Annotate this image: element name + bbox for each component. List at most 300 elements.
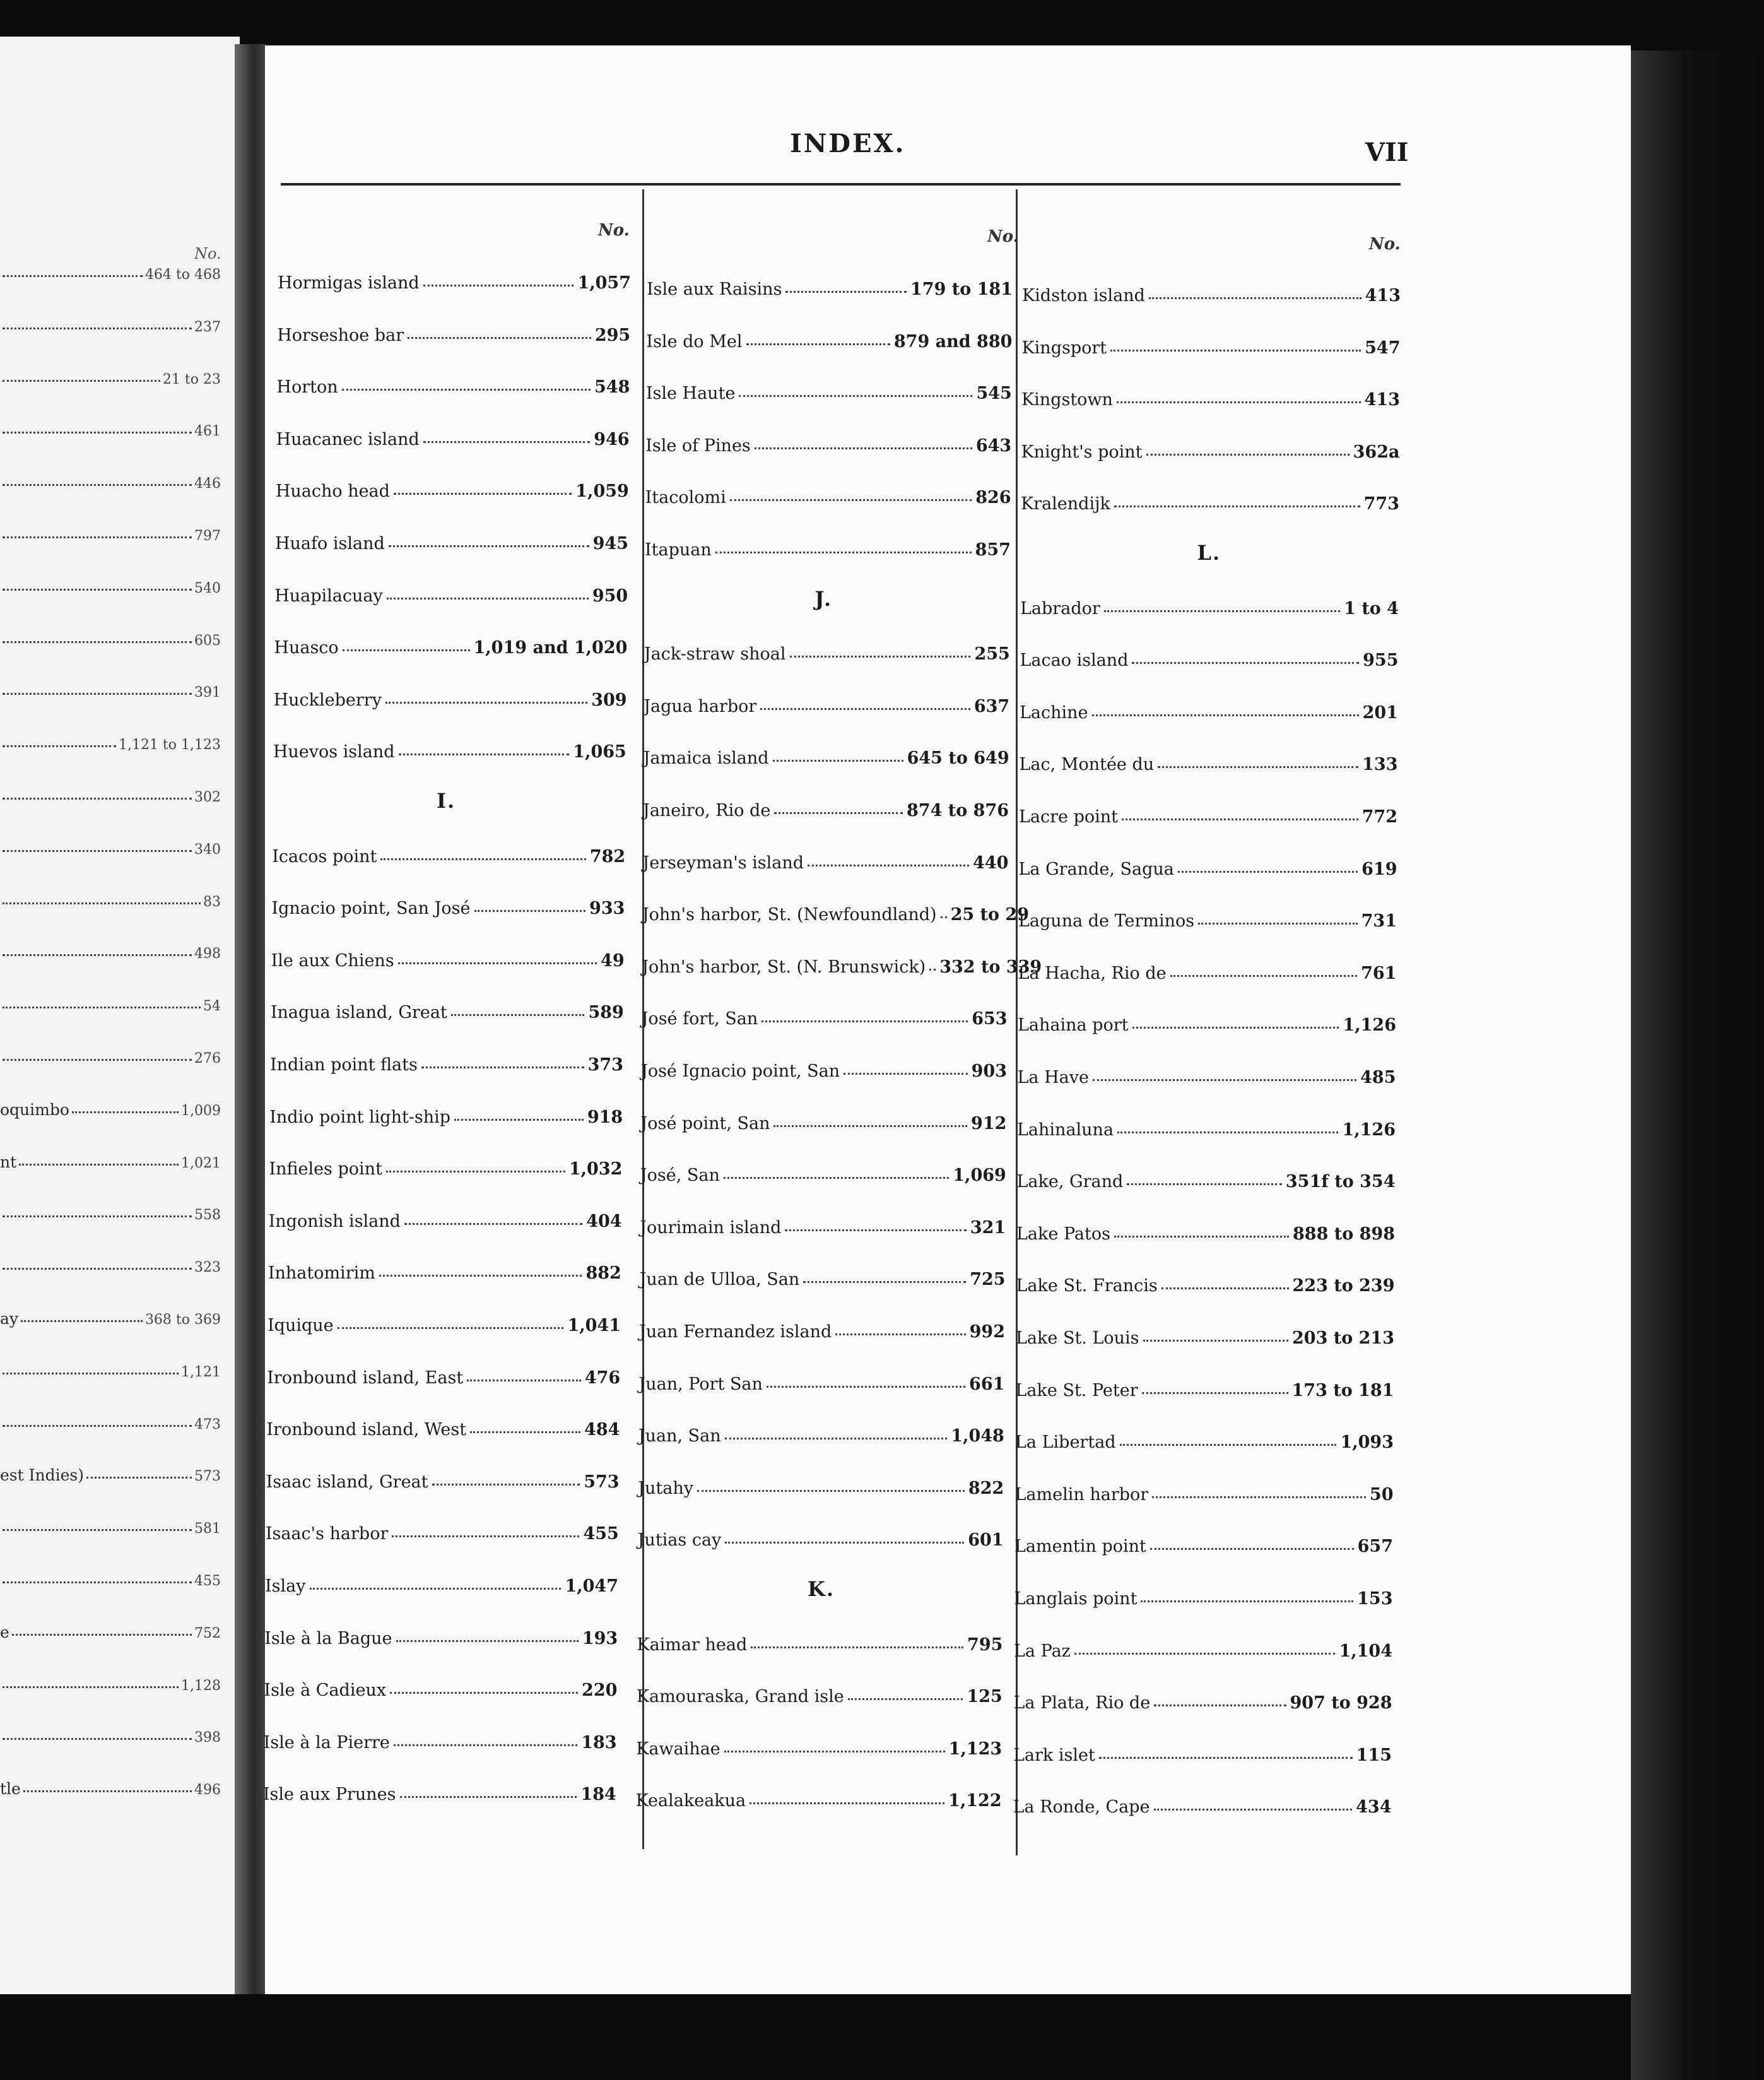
facing-page-row [0,519,221,544]
index-entry-number: 1,032 [568,1159,623,1179]
index-entry [267,1360,620,1388]
section-letter: J. [814,586,833,611]
index-entry-label: Lacre point [1019,807,1119,827]
facing-page-row [0,466,221,492]
dot-leader [3,641,192,643]
facing-page-entry-number: 605 [194,632,221,649]
dot-leader [785,1229,966,1231]
facing-page-entry-number: 752 [194,1625,221,1641]
index-entry [640,1157,1006,1185]
index-entry [270,1047,623,1075]
index-entry [1014,1528,1393,1556]
dot-leader [467,1380,581,1381]
column-no-heading: No. [987,227,1019,246]
index-entry-number: 309 [591,690,627,710]
index-entry [1020,747,1398,774]
index-entry-label: Isle Haute [645,384,736,404]
facing-page-entry-label: tle [0,1780,21,1799]
index-entry [1018,1007,1396,1035]
index-entry-label: Isle do Mel [646,331,743,352]
index-entry-label: Horseshoe bar [277,325,404,345]
facing-page-entry-number: 302 [194,789,221,805]
index-entry-number: 653 [972,1009,1008,1029]
dot-leader [755,447,972,449]
index-entry-number: 1,104 [1339,1641,1392,1661]
index-entry-number: 725 [970,1270,1006,1290]
facing-page-entry-number: 368 to 369 [144,1312,221,1328]
index-entry-label: Ignacio point, San José [271,899,471,919]
dot-leader [451,1014,585,1016]
dot-leader [400,1796,577,1798]
index-entry-number: 918 [587,1107,623,1127]
dot-leader [1150,1548,1354,1550]
dot-leader [848,1698,963,1700]
index-entry-label: La Libertad [1015,1433,1116,1453]
dot-leader [1142,1392,1288,1394]
dot-leader [310,1588,562,1590]
dot-leader [1110,350,1361,352]
index-entry-label: Jourimain island [640,1217,782,1238]
dot-leader [3,1738,192,1740]
facing-page-entry-number: 54 [203,998,221,1015]
facing-page-row [0,1250,221,1275]
dot-leader [767,1386,965,1388]
index-entry-label: Indio point light-ship [269,1107,451,1127]
index-entry [1016,1320,1394,1348]
index-entry-label: Itapuan [645,540,712,560]
index-entry [1020,642,1399,670]
index-entry [266,1412,620,1439]
index-entry-label: Hormigas island [278,273,420,293]
facing-page-row [0,885,221,910]
dot-leader [1132,1027,1339,1029]
index-entry [278,265,631,293]
dot-leader [398,962,597,964]
dot-leader [1092,714,1359,716]
index-entry [276,369,630,397]
index-entry [271,995,624,1022]
index-entry-label: Huacho head [275,482,390,502]
index-entry-number: 184 [580,1785,616,1805]
index-entry [640,1106,1006,1133]
index-entry-number: 619 [1361,859,1397,879]
index-entry-number: 545 [976,384,1012,404]
index-entry [642,845,1008,873]
dot-leader [86,1477,192,1479]
facing-page-entry-number: 1,009 [181,1102,221,1119]
facing-page-entry-number: 21 to 23 [162,371,221,387]
book-gutter [235,44,266,1994]
index-entry-number: 183 [581,1732,617,1752]
index-entry-label: Huckleberry [273,690,382,710]
dot-leader [3,380,160,382]
index-entry [1015,1477,1394,1504]
index-entry-number: 1,126 [1343,1015,1396,1036]
dot-leader [21,1320,143,1322]
dot-leader [19,1164,179,1166]
index-entry-number: 955 [1363,651,1399,671]
index-entry [1014,1633,1392,1661]
index-entry-label: Jamaica island [643,748,769,769]
index-entry-label: Ile aux Chiens [271,950,394,971]
index-entry [636,1783,1002,1811]
dot-leader [3,536,192,538]
index-entry-number: 1,122 [948,1791,1002,1811]
index-entry-label: John's harbor, St. (N. Brunswick) [642,957,926,977]
index-entry-number: 373 [587,1055,623,1075]
index-entry-label: Juan, Port San [638,1374,763,1394]
dot-leader [1120,1444,1337,1446]
index-entry-number: 731 [1361,911,1397,931]
facing-page-row [0,1564,221,1589]
index-entry [637,1679,1003,1706]
facing-page-row [0,257,221,283]
dot-leader [1198,923,1357,925]
dot-leader [1114,1236,1289,1238]
facing-page-entry-number: 540 [194,580,221,596]
dot-leader [3,1529,192,1531]
index-entry-number: 455 [583,1524,619,1544]
index-entry [268,1255,621,1283]
index-entry [272,839,625,866]
index-entry-number: 413 [1364,390,1400,410]
facing-page-entry-number: 1,121 [181,1364,221,1380]
dot-leader [387,598,589,600]
dot-leader [835,1333,965,1335]
index-entry-number: 223 to 239 [1292,1276,1395,1296]
index-entry [640,1210,1006,1238]
index-entry-number: 657 [1357,1537,1393,1557]
dot-leader [790,656,971,658]
index-entry-label: Ingonish island [268,1211,401,1231]
index-entry-number: 321 [970,1217,1006,1238]
index-entry-label: La Grande, Sagua [1018,859,1174,879]
index-entry-label: Isaac's harbor [265,1524,389,1544]
index-entry-number: 879 and 880 [893,331,1013,352]
dot-leader [1117,1132,1338,1133]
dot-leader [1117,401,1361,403]
dot-leader [3,589,192,591]
index-entry [1018,955,1397,983]
header-rule [281,183,1401,186]
index-entry-label: Lahaina port [1018,1015,1129,1036]
index-entry [636,1731,1002,1759]
index-entry-label: Itacolomi [645,488,726,508]
index-entry-number: 882 [585,1263,621,1284]
index-entry-label: Indian point flats [270,1055,418,1075]
index-entry-label: Huacanec island [276,429,420,449]
index-entry-number: 332 to 339 [939,957,1042,977]
dot-leader [338,1327,564,1329]
index-entry [269,1099,623,1127]
index-entry-label: La Have [1017,1068,1089,1087]
index-entry-label: Lake Patos [1016,1224,1110,1244]
facing-page-entry-number: 558 [194,1207,221,1224]
index-entry [1014,1581,1393,1609]
index-entry-label: Huevos island [273,742,395,762]
dot-leader [1141,1600,1353,1602]
index-entry-number: 548 [594,377,630,398]
facing-page-entry-label: nt [0,1152,17,1171]
dot-leader [474,910,586,912]
index-entry-label: Isle à Cadieux [264,1681,387,1701]
index-entry [1015,1424,1394,1452]
facing-page-row [0,1720,221,1746]
dot-leader [725,1542,964,1544]
index-entry-number: 1,047 [565,1576,618,1596]
dot-leader [751,1646,963,1648]
facing-page-row [0,728,221,753]
dot-leader [773,1125,967,1127]
index-entry-number: 773 [1363,494,1399,514]
index-entry [642,1001,1008,1029]
index-entry [271,890,625,918]
index-entry-number: 874 to 876 [907,801,1009,820]
facing-page-row [0,780,221,805]
index-entry-label: Huasco [274,638,339,658]
facing-page-row [0,362,221,387]
index-entry-label: Jack-straw shoal [644,644,786,665]
index-entry-number: 362a [1353,442,1400,462]
dot-leader [739,395,972,397]
index-entry-label: José, San [640,1166,720,1186]
index-entry-label: Lake St. Peter [1015,1380,1138,1400]
dot-leader [404,1223,582,1225]
index-entry-number: 203 to 213 [1292,1328,1394,1348]
facing-page-row [0,310,221,335]
index-entry [1013,1789,1392,1817]
dot-leader [3,745,116,747]
index-entry-label: Jerseyman's island [642,853,804,873]
dot-leader [761,1020,968,1022]
dot-leader [1127,1183,1282,1185]
index-entry-label: Jagua harbor [644,696,757,716]
index-entry-label: Jutahy [638,1478,694,1498]
index-entry-number: 1,059 [575,482,629,502]
index-entry-label: Infieles point [269,1159,382,1179]
index-entry-number: 1,126 [1342,1120,1396,1140]
index-entry-number: 1 to 4 [1344,598,1399,618]
facing-page-row [0,414,221,439]
index-entry-number: 946 [594,429,630,449]
dot-leader [3,1373,179,1374]
index-entry [269,1151,622,1179]
facing-page-entry-number: 461 [194,423,221,440]
index-entry-label: Knight's point [1021,442,1143,462]
facing-page-entry-label: e [0,1622,9,1641]
index-entry [264,1621,618,1648]
index-entry-number: 1,057 [577,273,631,293]
index-entry-label: Langlais point [1014,1589,1138,1609]
facing-page-entry-number: 455 [194,1573,221,1589]
index-entry-label: Juan Fernandez island [639,1322,832,1342]
dot-leader [342,389,591,391]
index-entry-number: 857 [975,540,1011,560]
facing-page-entry-number: 237 [194,319,221,335]
dot-leader [3,1581,192,1583]
index-entry-number: 907 to 928 [1290,1693,1392,1713]
index-entry [275,526,628,553]
index-entry-label: John's harbor, St. (Newfoundland) [642,905,937,925]
index-entry [1014,1685,1392,1713]
dot-leader [808,865,969,866]
index-entry [1013,1737,1392,1765]
dot-leader [3,954,192,956]
dot-leader [385,702,587,704]
index-entry [268,1308,621,1335]
dot-leader [3,484,192,486]
index-entry-number: 573 [584,1472,620,1492]
dot-leader [1154,1809,1353,1811]
dot-leader [774,812,903,814]
index-entry [265,1568,618,1596]
dot-leader [3,850,192,852]
facing-page-row [0,1303,221,1328]
dot-leader [3,1059,192,1061]
dot-leader [1149,297,1361,299]
index-entry [266,1464,620,1492]
index-entry [277,317,630,345]
index-entry [264,1672,617,1700]
index-entry-label: Huapilacuay [274,586,383,606]
dot-leader [1146,454,1349,456]
index-entry-number: 434 [1356,1797,1392,1817]
index-entry-label: Janeiro, Rio de [643,801,771,820]
index-entry [644,688,1009,716]
facing-page-entry-number: 83 [203,894,221,910]
index-entry-label: Lacao island [1020,651,1129,671]
index-entry [638,1522,1004,1550]
index-entry [638,1366,1004,1394]
index-entry-number: 888 to 898 [1293,1224,1395,1244]
dot-leader [929,969,936,971]
index-entry-number: 476 [584,1368,621,1388]
dot-leader [844,1073,968,1075]
index-entry [269,1203,622,1231]
index-entry-number: 115 [1356,1745,1392,1765]
dot-leader [423,285,574,287]
dot-leader [394,493,572,495]
facing-page-row [0,1459,221,1484]
index-entry [642,897,1030,925]
index-entry-label: José fort, San [641,1009,758,1029]
page-title: INDEX. [790,129,906,158]
index-entry [263,1776,616,1804]
dot-leader [724,1751,945,1752]
index-entry [643,793,1009,820]
index-entry [641,1053,1007,1081]
index-entry-label: Isle aux Prunes [262,1785,396,1805]
dot-leader [1154,1705,1286,1706]
index-entry-label: Lark islet [1013,1745,1095,1765]
index-entry [1022,330,1401,358]
dot-leader [423,441,590,443]
index-entry [1020,695,1398,723]
facing-page-row [0,937,221,962]
section-letter: L. [1197,541,1221,565]
index-entry-label: Kamouraska, Grand isle [636,1687,844,1707]
index-entry-number: 413 [1365,286,1401,305]
index-entry-number: 220 [582,1681,618,1701]
facing-page-row [0,1094,221,1119]
index-entry-label: Juan de Ulloa, San [639,1270,800,1290]
dot-leader [72,1111,179,1113]
index-entry-label: Icacos point [272,846,377,866]
index-entry-number: 1,048 [951,1426,1004,1446]
index-entry-number: 440 [973,853,1009,873]
dot-leader [1122,818,1358,820]
facing-page-entry-number: 1,121 to 1,123 [118,737,221,753]
index-entry-number: 485 [1360,1068,1396,1087]
index-entry-label: Kaimar head [637,1634,748,1655]
dot-leader [715,552,972,553]
dot-leader [3,902,201,904]
index-entry [274,578,628,606]
index-entry-number: 179 to 181 [910,280,1013,299]
dot-leader [432,1484,580,1486]
index-entry-number: 484 [584,1420,620,1440]
dot-leader [3,432,192,434]
index-entry-number: 153 [1357,1589,1393,1609]
index-entry-number: 822 [968,1478,1004,1498]
dot-leader [1099,1757,1353,1759]
index-entry-number: 295 [594,325,631,345]
index-entry-label: Lac, Montée du [1019,755,1155,775]
index-entry-number: 1,123 [948,1739,1003,1759]
index-entry-number: 1,065 [573,742,626,762]
dot-leader [3,1007,201,1008]
index-entry-number: 933 [589,899,625,919]
dot-leader [1074,1653,1336,1655]
index-entry [274,630,627,658]
facing-page-row [0,989,221,1014]
index-entry-label: Kawaihae [636,1739,720,1759]
facing-page-entry-number: 1,128 [181,1677,221,1694]
index-entry [646,375,1012,403]
dot-leader [3,275,143,277]
index-entry-label: Isaac island, Great [266,1472,428,1492]
index-entry-number: 643 [975,435,1012,456]
index-entry-label: Lahinaluna [1017,1120,1114,1140]
dot-leader [394,1744,577,1746]
facing-page-row [0,832,221,858]
facing-page-entry-label: est Indies) [0,1466,84,1485]
index-entry-number: 255 [974,644,1010,665]
facing-page-entry-number: 573 [194,1468,221,1485]
dot-leader [725,1438,948,1439]
index-entry-number: 50 [1369,1484,1394,1504]
index-entry [1018,903,1397,931]
index-entry [637,1627,1003,1655]
dot-leader [389,545,589,547]
index-entry [276,473,629,501]
index-entry [642,949,1042,977]
index-entry [1016,1268,1395,1296]
facing-page-no-heading: No. [194,245,221,263]
dot-leader [1170,975,1358,977]
index-entry-label: Lamentin point [1014,1537,1146,1557]
index-entry [1016,1373,1394,1400]
index-entry-label: La Paz [1014,1641,1071,1661]
index-entry-label: Lachine [1020,702,1088,723]
dot-leader [390,1692,578,1694]
index-entry [639,1314,1005,1342]
facing-page-entry-number: 464 to 468 [144,267,221,283]
dot-leader [399,753,570,755]
section-letter: K. [808,1577,835,1601]
dot-leader [343,649,470,651]
dot-leader [1104,610,1340,612]
